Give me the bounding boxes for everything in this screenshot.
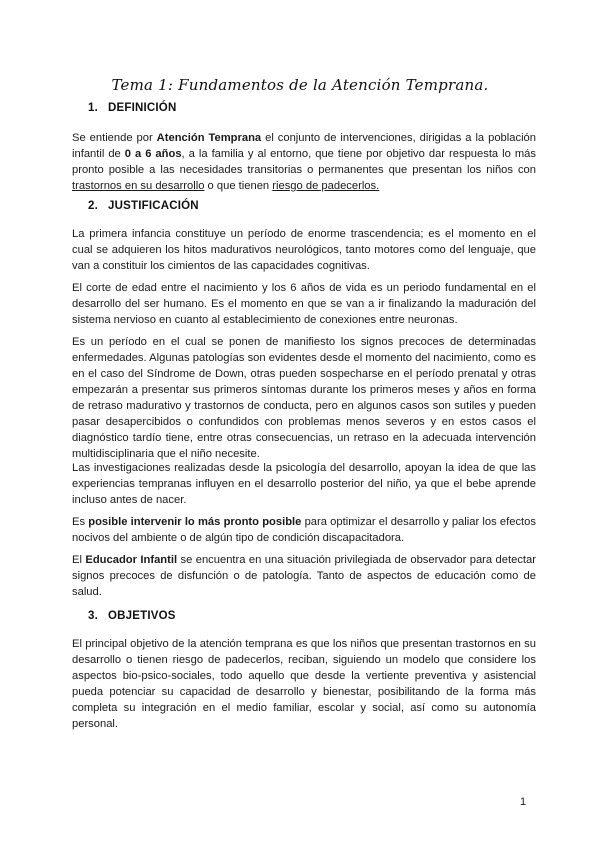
text-run: El <box>72 554 86 566</box>
underlined-text: riesgo de padecerlos. <box>272 180 380 192</box>
section-heading-objetivos <box>88 610 176 628</box>
section-heading-definicion <box>88 102 176 120</box>
underlined-text: trastornos en su desarrollo <box>72 180 205 192</box>
text-run: Es <box>72 516 89 528</box>
section-number: 1. <box>88 102 98 114</box>
text-run: El corte de edad entre el nacimiento y los 6 años de vida es un periodo fundamental en el desarrollo del ser humano. Es el momento en que se van a ir finalizando la maduración del sistema nervioso en cuanto al establecimiento de conexiones entre neuronas. <box>72 282 536 326</box>
paragraph-justificacion-1 <box>72 226 536 274</box>
text-run: Es un período en el cual se ponen de manifiesto los signos precoces de determinadas enfermedades. Algunas patologías son evidentes desde el momento del nacimiento, como es en el caso del Síndrome de Down, otras pueden sospecharse en el período prenatal y otras empezarán a presentar sus primeros síntomas durante los primeros meses y años en forma de retraso madurativo y trastornos de conducta, pero en algunos casos son sutiles y pueden pasar desapercibidos o confundidos con problemas menos severos y en estos casos el diagnóstico tardío tiene, entre otras consecuencias, un retraso en la adecuada intervención multidisciplinaria que el niño necesite. <box>72 336 536 460</box>
section-number: 2. <box>88 200 98 212</box>
text-run: el conjunto de intervenciones, dirigidas a la población infantil de <box>72 132 537 160</box>
section-title: OBJETIVOS <box>108 610 176 622</box>
bold-text: Atención Temprana <box>156 132 262 144</box>
bold-text: 0 a 6 años <box>124 148 182 160</box>
paragraph-justificacion-4 <box>72 460 536 508</box>
bold-text: Educador Infantil <box>85 554 178 566</box>
section-title: JUSTIFICACIÓN <box>108 200 199 212</box>
section-number: 3. <box>88 610 98 622</box>
text-run: , a la familia y al entorno, que tiene por objetivo dar respuesta lo más pronto posible a las necesidades transitorias o permanentes que presentan los niños con <box>72 148 536 176</box>
text-run: o que tienen <box>204 180 273 192</box>
paragraph-justificacion-6 <box>72 552 536 600</box>
text-run: Se entiende por <box>72 132 157 144</box>
paragraph-objetivos <box>72 636 536 732</box>
text-run: La primera infancia constituye un período de enorme trascendencia; es el momento en el cual se adquieren los hitos madurativos neurológicos, tanto motores como del lenguaje, que van a constituir los cimientos de las capacidades cognitivas. <box>72 228 536 272</box>
text-run: para optimizar el desarrollo y paliar los efectos nocivos del ambiente o de algún tipo de condición discapacitadora. <box>72 516 536 544</box>
section-title: DEFINICIÓN <box>108 102 177 114</box>
paragraph-definicion <box>72 130 536 194</box>
paragraph-justificacion-3 <box>72 334 536 462</box>
section-heading-justificacion <box>88 200 199 218</box>
text-run: Las investigaciones realizadas desde la psicología del desarrollo, apoyan la idea de que las experiencias tempranas influyen en el desarrollo posterior del niño, ya que el bebe aprende incluso antes de nacer. <box>72 462 536 506</box>
page-title: Tema 1: Fundamentos de la Atención Temprana. <box>111 76 489 94</box>
text-run: se encuentra en una situación privilegiada de observador para detectar signos precoces de disfunción o de patología. Tanto de aspectos de educación como de salud. <box>72 554 536 598</box>
paragraph-justificacion-5 <box>72 514 536 546</box>
paragraph-justificacion-2 <box>72 280 536 328</box>
page-number: 1 <box>520 796 527 808</box>
text-run: El principal objetivo de la atención temprana es que los niños que presentan trastornos en su desarrollo o tienen riesgo de padecerlos, reciban, siguiendo un modelo que considere los aspectos bio-psico-sociales, todo aquello que desde la vertiente preventiva y asistencial pueda potenciar su capacidad de desarrollo y bienestar, posibilitando de la forma más completa su integración en el medio familiar, escolar y social, así como su autonomía personal. <box>72 638 536 730</box>
bold-text: posible intervenir lo más pronto posible <box>88 516 302 528</box>
